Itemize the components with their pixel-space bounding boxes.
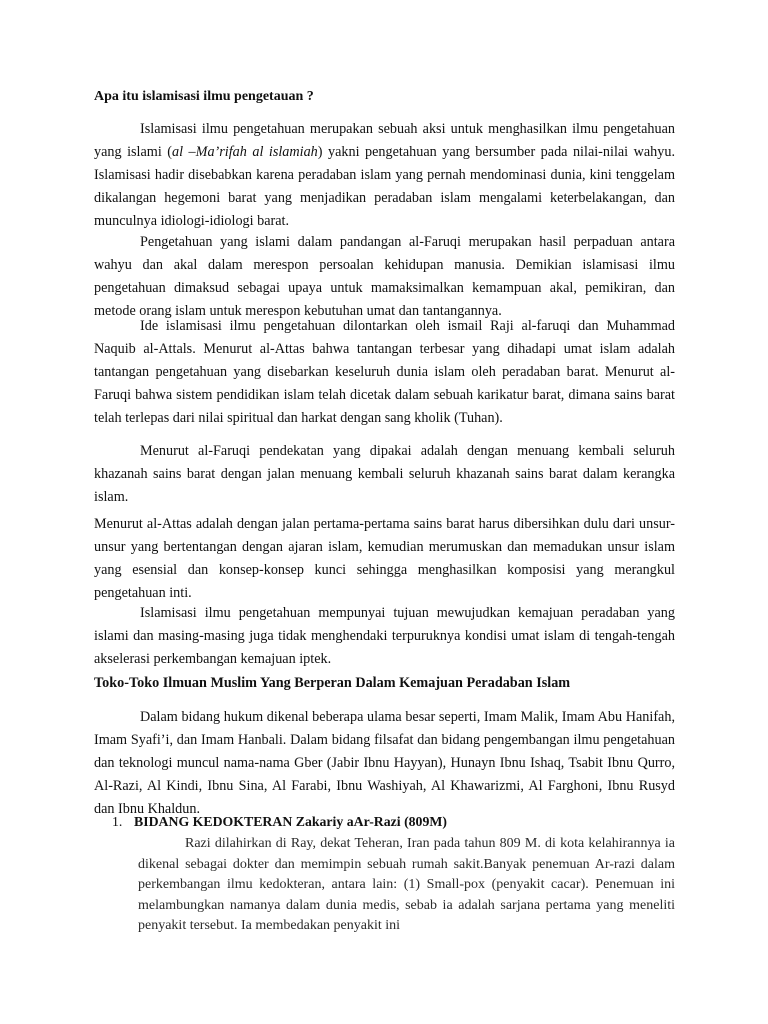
paragraph-2: Pengetahuan yang islami dalam pandangan al-Faruqi merupakan hasil perpaduan antara wahyu dan akal dalam merespon persoalan kehidupan manusia. Demikian islamisasi ilmu pengetahuan dimaksud sebagai upaya untuk mamaksimalkan kemampuan akal, pemikiran, dan metode orang islam untuk merespon kebutuhan umat dan tantangannya. [94,234,675,319]
list-title: BIDANG KEDOKTERAN Zakariy aAr-Razi (809M) [134,814,447,829]
list-number: 1. [112,814,123,829]
section-heading: Apa itu islamisasi ilmu pengetauan ? [94,89,314,104]
paragraph-5: Menurut al-Attas adalah dengan jalan pertama-pertama sains barat harus dibersihkan dulu dari unsur-unsur yang bertentangan dengan ajaran islam, kemudian merumuskan dan memadukan unsur islam yang esensial dan konsep-konsep kunci sehingga menghasilkan komposisi yang merangkul pengetahuan inti. [94,516,675,601]
paragraph-3: Ide islamisasi ilmu pengetahuan dilontarkan oleh ismail Raji al-faruqi dan Muhammad Naquib al-Attals. Menurut al-Attas bahwa tantangan terbesar yang dihadapi umat islam adalah tantangan pengetahuan yang disebarkan keseluruh dunia islam oleh peradaban barat. Menurut al-Faruqi bahwa sistem pendidikan islam telah dicetak dalam sebuah karikatur barat, dimana sains barat telah terlepas dari nilai spiritual dan harkat dengan sang kholik (Tuhan). [94,318,675,426]
list-item-heading [112,814,447,830]
list-item-body: Razi dilahirkan di Ray, dekat Teheran, Iran pada tahun 809 M. di kota kelahirannya ia dikenal sebagai dokter dan memimpin sebuah rumah sakit.Banyak penemuan Ar-razi dalam perkembangan ilmu kedokteran, antara lain: (1) Small-pox (penyakit cacar). Penemuan ini melambungkan namanya dalam dunia medis, sebab ia adalah sarjana pertama yang meneliti penyakit tersebut. Ia membedakan penyakit ini [138,836,675,933]
paragraph-7: Dalam bidang hukum dikenal beberapa ulama besar seperti, Imam Malik, Imam Abu Hanifah, Imam Syafi’i, dan Imam Hanbali. Dalam bidang filsafat dan bidang pengembangan ilmu pengetahuan dan teknologi muncul nama-nama Gber (Jabir Ibnu Hayyan), Hunayn Ibnu Ishaq, Tsabit Ibnu Qurro, Al-Razi, Al Kindi, Ibnu Sina, Al Farabi, Ibnu Washiyah, Al Khawarizmi, Al Farghoni, Ibnu Rusyd dan Ibnu Khaldun. [94,709,675,817]
paragraph-1-text-a: Islamisasi ilmu pengetahuan merupakan sebuah aksi untuk menghasilkan ilmu pengetahuan yang islami ( [94,121,675,160]
paragraph-4: Menurut al-Faruqi pendekatan yang dipakai adalah dengan menuang kembali seluruh khazanah sains barat dengan jalan menuang kembali seluruh khazanah sains barat dalam kerangka islam. [94,443,675,505]
paragraph-1 [94,118,675,233]
section-heading-2: Toko-Toko Ilmuan Muslim Yang Berperan Dalam Kemajuan Peradaban Islam [94,675,571,691]
paragraph-6: Islamisasi ilmu pengetahuan mempunyai tujuan mewujudkan kemajuan peradaban yang islami dan masing-masing juga tidak menghendaki terpuruknya kondisi umat islam di tengah-tengah akselerasi perkembangan kemajuan iptek. [94,605,675,667]
arabic-term: al –Ma’rifah al islamiah [172,144,318,160]
paragraph-1-text-b: ) yakni pengetahuan yang bersumber pada nilai-nilai wahyu. Islamisasi hadir disebabkan karena peradaban islam yang pernah mendominasi dunia, kini tenggelam dikalangan hegemoni barat yang menjadikan peradaban islam mengalami keterbelakangan, dan munculnya idiologi-idiologi barat. [94,144,675,229]
